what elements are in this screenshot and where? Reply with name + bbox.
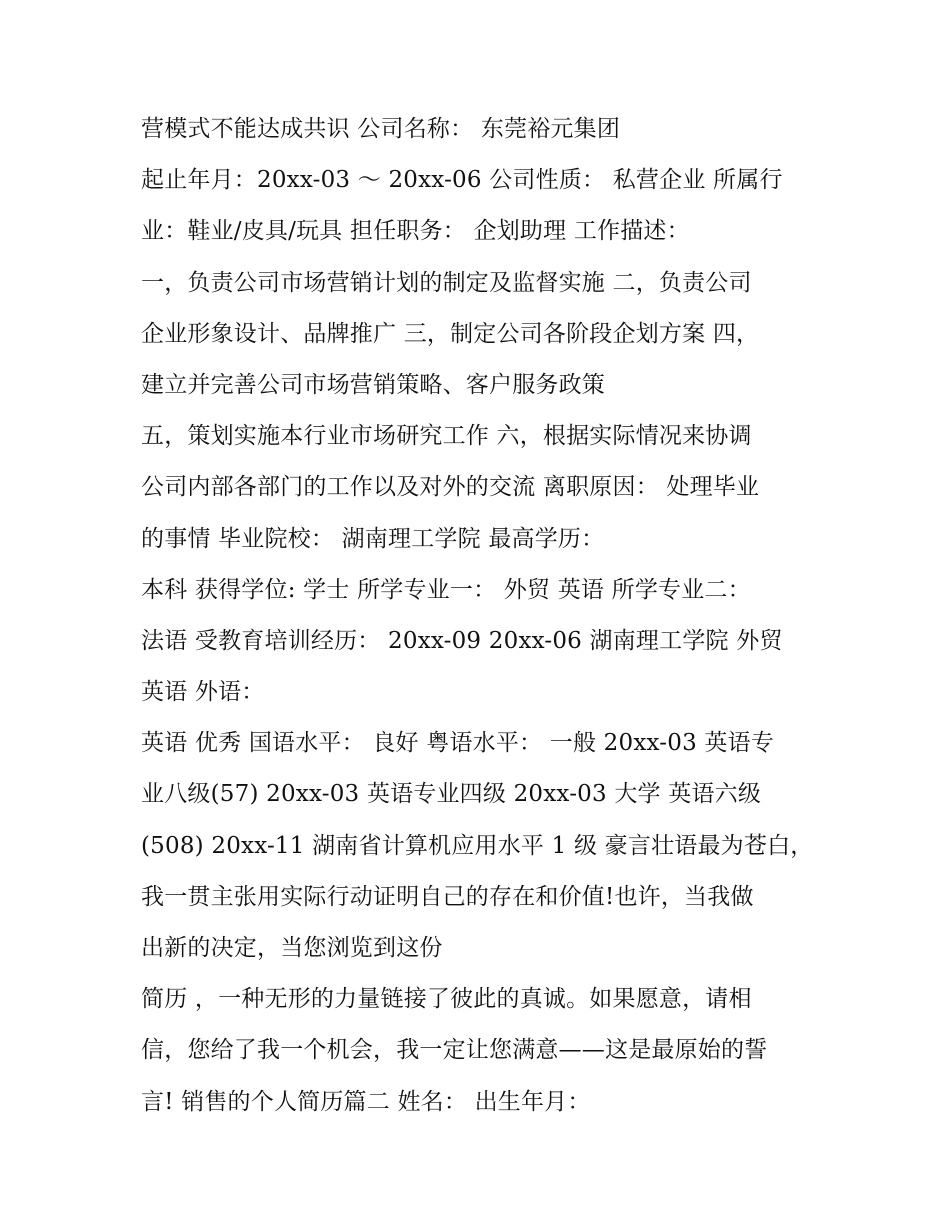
- text-line-9: 的事情 毕业院校： 湖南理工学院 最高学历：: [141, 525, 605, 552]
- text-line-7: 五，策划实施本行业市场研究工作 六，根据实际情况来协调: [141, 423, 752, 450]
- text-line-12: 英语 外语：: [141, 679, 265, 706]
- resume-text-block: [141, 108, 841, 1132]
- text-line-18: 简历 ，一种无形的力量链接了彼此的真诚。如果愿意，请相: [141, 986, 752, 1013]
- text-line-3: 业：鞋业/皮具/玩具 担任职务： 企划助理 工作描述：: [141, 218, 690, 245]
- text-line-2: 起止年月：20xx-03 ～ 20xx-06 公司性质： 私营企业 所属行: [141, 167, 783, 194]
- text-line-6: 建立并完善公司市场营销策略、客户服务政策: [141, 371, 605, 398]
- text-line-13: 英语 优秀 国语水平： 良好 粤语水平： 一般 20xx-03 英语专: [141, 730, 775, 757]
- text-line-8: 公司内部各部门的工作以及对外的交流 离职原因： 处理毕业: [141, 474, 760, 501]
- text-line-20: 言! 销售的个人简历篇二 姓名： 出生年月：: [141, 1088, 591, 1115]
- text-line-19: 信，您给了我一个机会，我一定让您满意——这是最原始的誓: [141, 1037, 768, 1064]
- text-line-10: 本科 获得学位: 学士 所学专业一： 外贸 英语 所学专业二：: [141, 576, 751, 603]
- text-line-11: 法语 受教育培训经历： 20xx-09 20xx-06 湖南理工学院 外贸: [141, 627, 783, 654]
- text-line-5: 企业形象设计、品牌推广 三，制定公司各阶段企划方案 四，: [141, 320, 760, 347]
- text-line-17: 出新的决定，当您浏览到这份: [141, 935, 443, 961]
- text-line-4: 一，负责公司市场营销计划的制定及监督实施 二，负责公司: [141, 269, 752, 296]
- text-line-14: 业八级(57) 20xx-03 英语专业四级 20xx-03 大学 英语六级: [141, 781, 762, 808]
- text-line-1: 营模式不能达成共识 公司名称： 东莞裕元集团: [141, 116, 621, 142]
- text-line-15: (508) 20xx-11 湖南省计算机应用水平 1 级 豪言壮语最为苍白，: [141, 832, 814, 859]
- text-line-16: 我一贯主张用实际行动证明自己的存在和价值!也许，当我做: [141, 883, 754, 910]
